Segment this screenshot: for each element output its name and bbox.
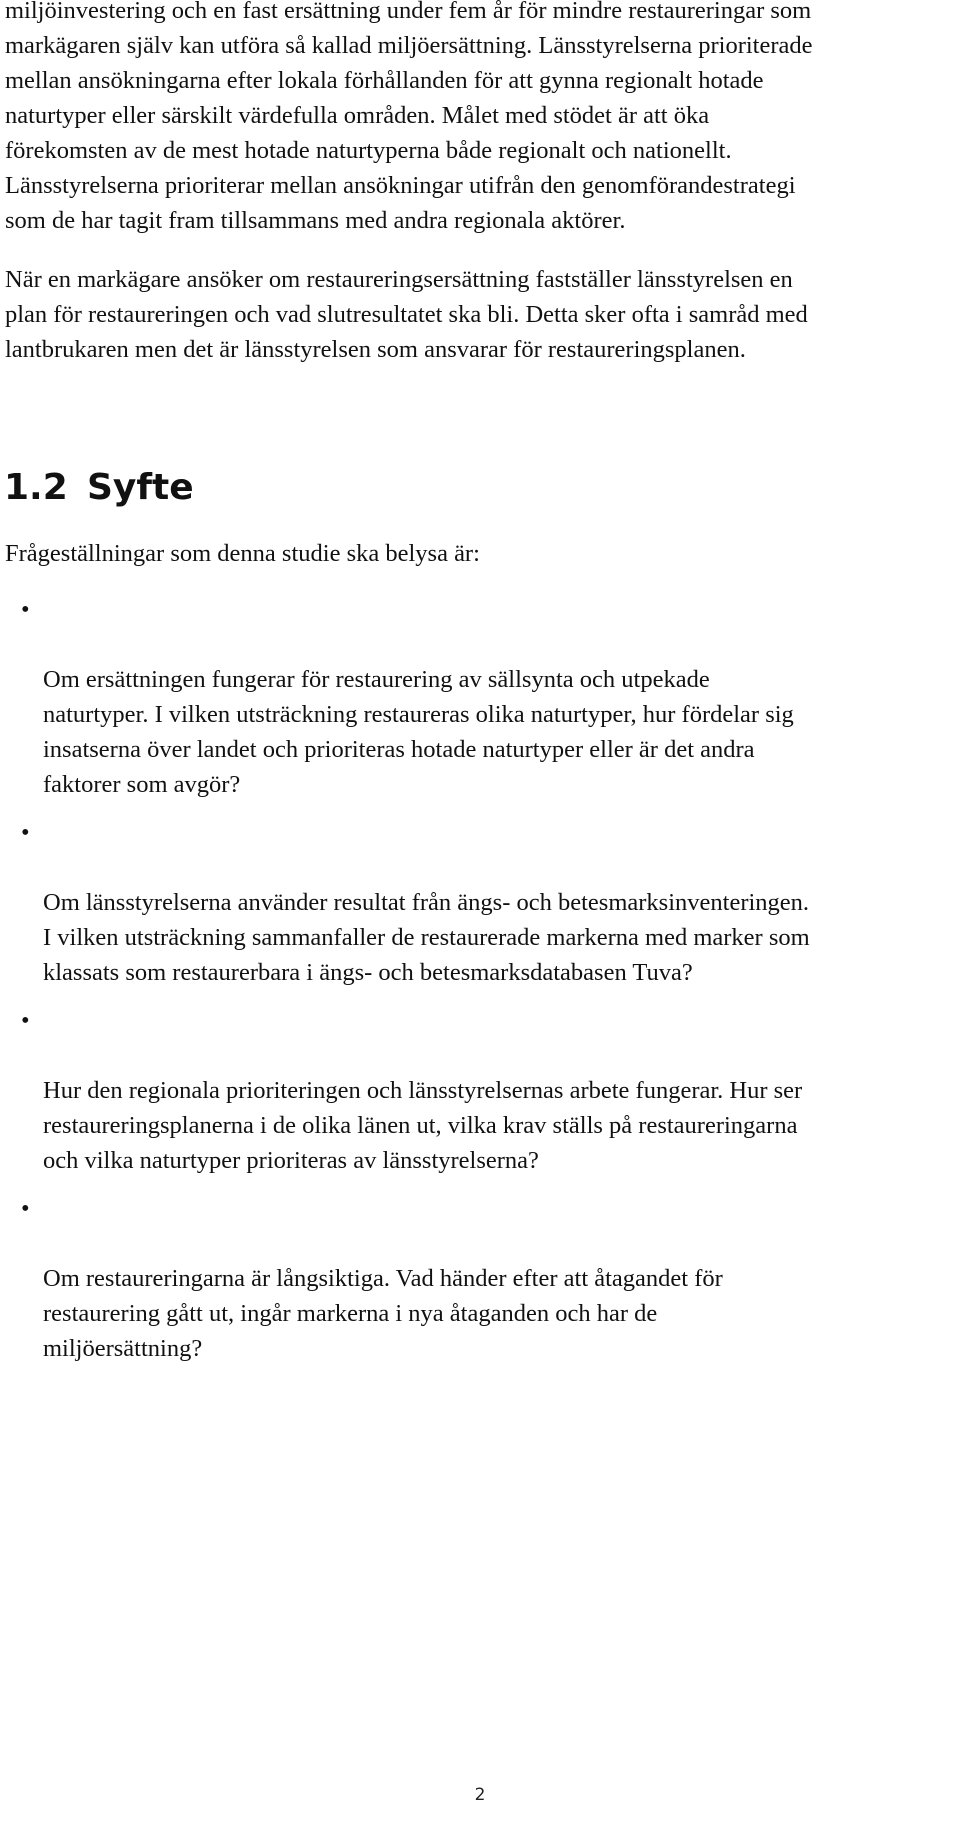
section-title: Syfte bbox=[87, 467, 194, 508]
list-item-text: Hur den regionala prioriteringen och länsstyrelsernas arbete fungerar. Hur ser restaureringsplanerna i de olika länen ut, vilka krav ställs på restaureringarna och vilka naturtyper prioriteras av länsstyrelserna? bbox=[43, 1077, 803, 1174]
bullet-icon: • bbox=[21, 1007, 30, 1034]
list-item bbox=[0, 592, 960, 802]
list-item bbox=[0, 1191, 960, 1366]
section-heading bbox=[4, 466, 194, 510]
paragraph-restoration-plan: När en markägare ansöker om restaureringsersättning fastställer länsstyrelsen en plan för restaureringen och vad slutresultatet ska bli. Detta sker ofta i samråd med lantbrukaren men det är länsstyrelsen som ansvarar för restaureringsplanen. bbox=[5, 266, 808, 363]
page-number: 2 bbox=[474, 1785, 486, 1805]
bullet-icon: • bbox=[21, 596, 30, 623]
bullet-icon: • bbox=[21, 1195, 30, 1222]
list-item-text: Om restaureringarna är långsiktiga. Vad händer efter att åtagandet för restaurering gått ut, ingår markerna i nya åtaganden och har de miljöersättning? bbox=[43, 1265, 723, 1362]
list-item-text: Om ersättningen fungerar för restaurering av sällsynta och utpekade naturtyper. I vilken utsträckning restaureras olika naturtyper, hur fördelar sig insatserna över landet och prioriteras hotade naturtyper eller är det andra faktorer som avgör? bbox=[43, 666, 794, 798]
list-item-text: Om länsstyrelserna använder resultat från ängs- och betesmarksinventeringen. I vilken utsträckning sammanfaller de restaurerade markerna med marker som klassats som restaurerbara i ängs- och betesmarksdatabasen Tuva? bbox=[43, 889, 810, 986]
section-number: 1.2 bbox=[4, 467, 68, 508]
list-item bbox=[0, 815, 960, 990]
list-item bbox=[0, 1003, 960, 1178]
paragraph-continuation: miljöinvestering och en fast ersättning under fem år för mindre restaureringar som markägaren själv kan utföra så kallad miljöersättning. Länsstyrelserna prioriterade mellan ansökningarna efter lokala förhållanden för att gynna regionalt hotade naturtyper eller särskilt värdefulla områden. Målet med stödet är att öka förekomsten av de mest hotade naturtyperna både regionalt och nationellt. Länsstyrelserna prioriterar mellan ansökningar utifrån den genomförandestrategi som de har tagit fram tillsammans med andra regionala aktörer. bbox=[5, 0, 813, 234]
section-intro: Frågeställningar som denna studie ska belysa är: bbox=[5, 540, 480, 567]
question-list bbox=[0, 592, 960, 1379]
bullet-icon: • bbox=[21, 819, 30, 846]
